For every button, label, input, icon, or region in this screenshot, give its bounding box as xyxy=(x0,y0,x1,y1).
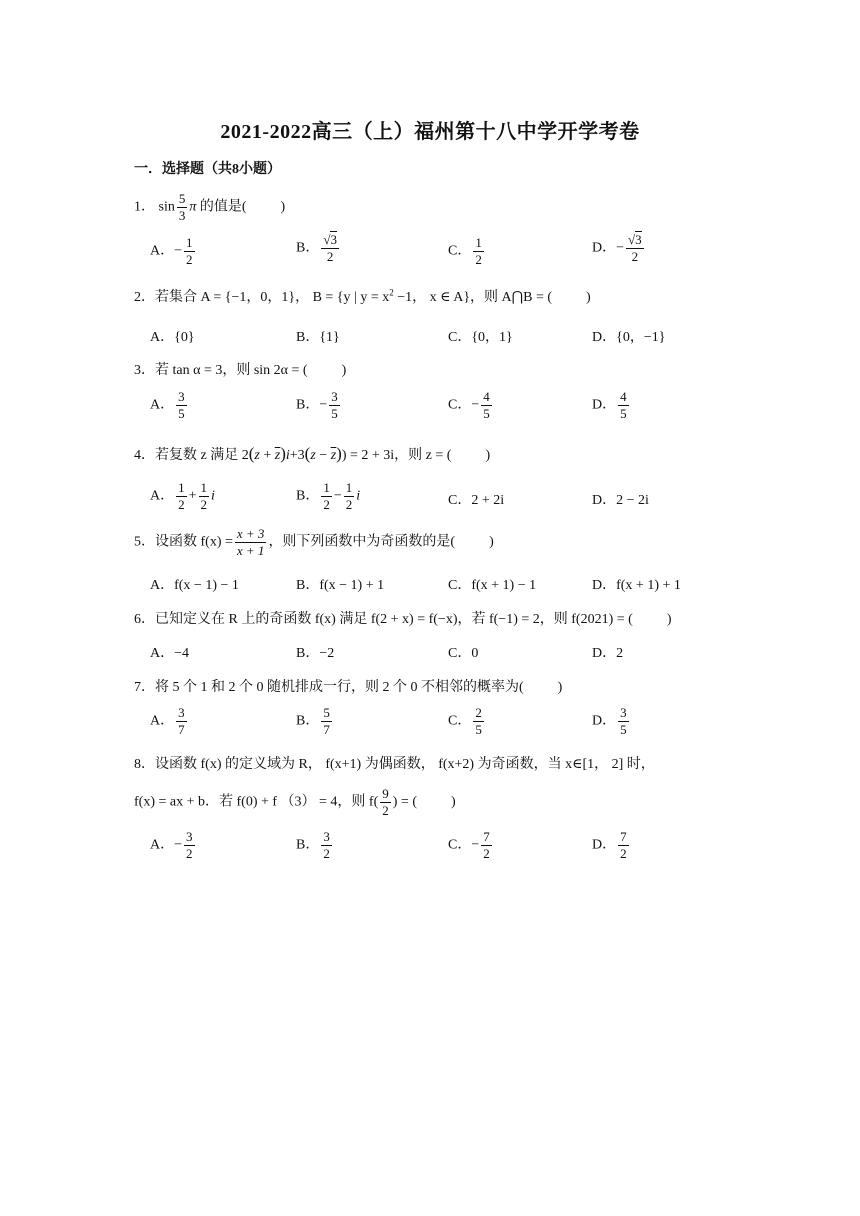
q6-stem: 已知定义在 R 上的奇函数 f(x) 满足 f(2 + x) = f(−x)，若 f(−1) = 2，则 f(2021) = ( xyxy=(155,612,633,627)
q1-option-a[interactable]: A．− $\frac{1}{2}$ xyxy=(150,235,193,267)
q6-option-a[interactable]: A．−4 xyxy=(150,646,190,661)
q3-stem: 若 tan α = 3，则 sin 2α = ( xyxy=(155,363,308,378)
q5-option-b[interactable]: B．f(x − 1) + 1 xyxy=(296,578,385,593)
q6-option-c[interactable]: C．0 xyxy=(448,646,479,661)
q1-stem: 的值是( xyxy=(199,199,247,215)
q1-option-b[interactable]: B． $\frac{√3}{2}$ xyxy=(296,232,337,264)
question-7: 7．将 5 个 1 和 2 个 0 随机排成一行，则 2 个 0 不相邻的概率为( ) xyxy=(134,680,563,695)
question-5: 5．设函数 f(x) = $\frac{x + 3}{x + 1}$ ，则下列函数中为奇函数的是( ) xyxy=(134,526,494,558)
q4-option-d[interactable]: D．2 − 2i xyxy=(592,493,649,508)
q7-option-a[interactable]: A． $\frac{3}{7}$ xyxy=(150,705,185,737)
q1-number: 1． xyxy=(134,199,155,215)
q5-option-d[interactable]: D．f(x + 1) + 1 xyxy=(592,578,681,593)
q8-option-b[interactable]: B． $\frac{3}{2}$ xyxy=(296,829,330,861)
question-6: 6．已知定义在 R 上的奇函数 f(x) 满足 f(2 + x) = f(−x)，若 f(−1) = 2，则 f(2021) = ( ) xyxy=(134,612,672,627)
question-2: 2．若集合 A = {−1，0，1}， B = {y | $y = x^2 -1$， x ∈ A}，则 A⋂B = ( ) xyxy=(134,287,591,305)
q1-option-d[interactable]: D．− $\frac{√3}{2}$ xyxy=(592,232,642,264)
q5-option-c[interactable]: C．f(x + 1) − 1 xyxy=(448,578,537,593)
q8-option-a[interactable]: A．− $\frac{3}{2}$ xyxy=(150,829,193,861)
q3-option-c[interactable]: C．− $\frac{4}{5}$ xyxy=(448,389,490,421)
q4-option-a[interactable]: A． $\frac{1}{2}$ + $\frac{1}{2}$ i xyxy=(150,480,215,512)
q2-stem: 若集合 A = {−1，0，1}， B = {y | y = x xyxy=(155,290,390,305)
q8-option-d[interactable]: D． $\frac{7}{2}$ xyxy=(592,829,627,861)
q2-option-a[interactable]: A．{0} xyxy=(150,330,195,345)
section-heading: 一．选择题（共8小题） xyxy=(134,162,281,177)
q2-option-d[interactable]: D．{0，−1} xyxy=(592,330,666,345)
q3-option-a[interactable]: A． $\frac{3}{5}$ xyxy=(150,389,185,421)
q8-stem-line1: 设函数 f(x) 的定义域为 R， f(x+1) 为偶函数， f(x+2) 为奇函数，当 x∈[1， 2] 时， xyxy=(155,757,655,772)
question-1: 1． sin $\frac{5}{3}$ π 的值是( ) xyxy=(134,191,286,223)
q1-sin: sin xyxy=(158,199,175,215)
q1-option-c[interactable]: C． $\frac{1}{2}$ xyxy=(448,235,482,267)
q4-option-c[interactable]: C．2 + 2i xyxy=(448,493,505,508)
q4-stem: 若复数 z 满足 2 xyxy=(155,448,249,463)
q3-option-d[interactable]: D． $\frac{4}{5}$ xyxy=(592,389,627,421)
exam-title: 2021-2022高三（上）福州第十八中学开学考卷 xyxy=(220,121,640,143)
question-8: 8．设函数 f(x) 的定义域为 R， f(x+1) 为偶函数， f(x+2) 为奇函数，当 x∈[1， 2] 时， xyxy=(134,757,655,772)
q6-option-d[interactable]: D．2 xyxy=(592,646,624,661)
question-4: 4．若复数 z 满足 $2(z + \overline{z})i+3(z - \overline{z})) = 2 + 3i$，则 z = ( ) xyxy=(134,444,491,463)
q5-option-a[interactable]: A．f(x − 1) − 1 xyxy=(150,578,239,593)
q3-option-b[interactable]: B．− $\frac{3}{5}$ xyxy=(296,389,338,421)
q2-option-b[interactable]: B．{1} xyxy=(296,330,340,345)
q4-option-b[interactable]: B． $\frac{1}{2}$ − $\frac{1}{2}$ i xyxy=(296,480,361,512)
q8-stem-line2: f(x) = ax + b．若 f(0) + f （3） = 4，则 f( xyxy=(134,794,379,810)
q7-option-c[interactable]: C． $\frac{2}{5}$ xyxy=(448,705,482,737)
question-8-line2: f(x) = ax + b．若 f(0) + f （3） = 4，则 f( $\frac{9}{2}$ ) = ( ) xyxy=(134,786,456,818)
q5-stem: 设函数 f(x) = xyxy=(155,534,233,550)
q7-option-b[interactable]: B． $\frac{5}{7}$ xyxy=(296,705,330,737)
q6-option-b[interactable]: B．−2 xyxy=(296,646,335,661)
q7-option-d[interactable]: D． $\frac{3}{5}$ xyxy=(592,705,627,737)
q1-fraction: $\frac{5}{3}$ xyxy=(178,191,186,223)
question-3: 3．若 tan α = 3，则 sin 2α = ( ) xyxy=(134,363,347,378)
q8-option-c[interactable]: C．− $\frac{7}{2}$ xyxy=(448,829,490,861)
q2-option-c[interactable]: C．{0，1} xyxy=(448,330,513,345)
q7-stem: 将 5 个 1 和 2 个 0 随机排成一行，则 2 个 0 不相邻的概率为( xyxy=(155,680,524,695)
